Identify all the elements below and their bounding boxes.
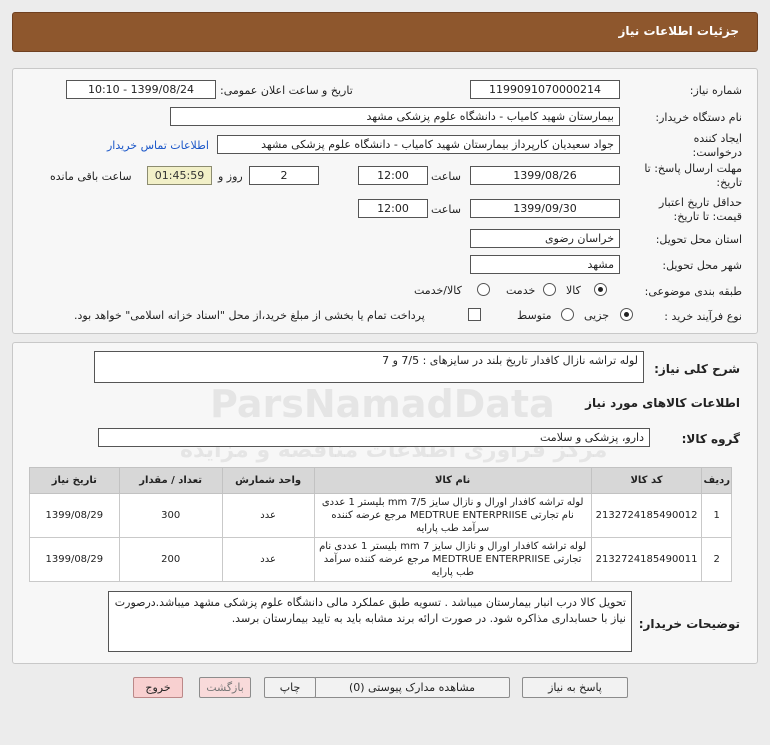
city-label: شهر محل تحویل: <box>662 259 742 272</box>
deadline-time-label: ساعت <box>431 170 461 183</box>
category-radio-goods-service[interactable] <box>477 283 490 296</box>
col-name: نام کالا <box>314 468 591 494</box>
cell-code: 2132724185490012 <box>591 494 702 538</box>
deadline-label: مهلت ارسال پاسخ: تا تاریخ: <box>644 162 742 189</box>
days-remaining-field: 2 <box>249 166 319 185</box>
need-number-field: 1199091070000214 <box>470 80 620 99</box>
col-qty: تعداد / مقدار <box>119 468 222 494</box>
category-radio-service[interactable] <box>543 283 556 296</box>
reply-button[interactable]: پاسخ به نیاز <box>522 677 628 698</box>
attachments-button[interactable]: مشاهده مدارک پیوستی (0) <box>314 677 510 698</box>
need-number-label: شماره نیاز: <box>689 84 742 97</box>
col-code: کد کالا <box>591 468 702 494</box>
goods-group-label: گروه کالا: <box>681 432 740 446</box>
category-radio-goods[interactable] <box>594 283 607 296</box>
goods-table <box>29 467 732 582</box>
print-button[interactable]: چاپ <box>264 677 316 698</box>
treasury-payment-note: پرداخت تمام یا بخشی از مبلغ خرید،از محل "اسناد خزانه اسلامی" خواهد بود. <box>74 309 425 322</box>
creator-label: ایجاد کننده درخواست: <box>692 132 742 159</box>
notes-label: توضیحات خریدار: <box>638 617 740 631</box>
window-title: جزئیات اطلاعات نیاز <box>618 24 739 38</box>
announce-label: تاریخ و ساعت اعلان عمومی: <box>220 84 353 97</box>
window-title-bar <box>12 12 758 52</box>
cell-date: 1399/08/29 <box>30 494 120 538</box>
notes-field: تحویل کالا درب انبار بیمارستان میباشد . تسویه طبق عملکرد مالی دانشگاه علوم پزشکی مشهد میباشد.درصورت نیاز با حسابداری مذاکره شود. در صورت ارائه برند مشابه باید به تایید بیمارستان برسد. <box>108 591 632 652</box>
back-button[interactable]: بازگشت <box>199 677 251 698</box>
buyer-org-field: بیمارستان شهید کامیاب - دانشگاه علوم پزشکی مشهد <box>170 107 620 126</box>
process-option-minor: جزیی <box>584 309 610 322</box>
validity-date-field: 1399/09/30 <box>470 199 620 218</box>
table-row <box>30 538 732 582</box>
remaining-label: ساعت باقی مانده <box>50 170 132 183</box>
col-row: ردیف <box>702 468 732 494</box>
days-label: روز و <box>218 170 243 183</box>
city-field: مشهد <box>470 255 620 274</box>
province-label: استان محل تحویل: <box>655 233 742 246</box>
goods-table-wrapper <box>29 467 732 582</box>
validity-time-label: ساعت <box>431 203 461 216</box>
category-option-service: خدمت <box>506 284 536 297</box>
process-option-medium: متوسط <box>517 309 552 322</box>
validity-label: حداقل تاریخ اعتبار قیمت: تا تاریخ: <box>658 196 742 223</box>
deadline-time-field: 12:00 <box>358 166 428 185</box>
cell-row: 2 <box>702 538 732 582</box>
cell-name: لوله تراشه کافدار اورال و نازال سایز mm 7 بلیستر 1 عددی نام تجارتی MEDTRUE ENTERPRIISE مرجع عرضه کننده سرآمد طب پارایه <box>314 538 591 582</box>
remaining-time-field: 01:45:59 <box>147 166 212 185</box>
category-label: طبقه بندی موضوعی: <box>644 285 742 298</box>
province-field: خراسان رضوی <box>470 229 620 248</box>
category-option-goods: کالا <box>566 284 581 297</box>
summary-field: لوله تراشه نازال کافدار تاریخ بلند در سایزهای : 7/5 و 7 <box>94 351 644 383</box>
summary-label: شرح کلی نیاز: <box>654 362 740 376</box>
contact-buyer-link[interactable]: اطلاعات تماس خریدار <box>107 139 209 152</box>
cell-unit: عدد <box>222 538 314 582</box>
category-option-goods-service: کالا/خدمت <box>414 284 462 297</box>
cell-qty: 300 <box>119 494 222 538</box>
process-radio-minor[interactable] <box>620 308 633 321</box>
cell-qty: 200 <box>119 538 222 582</box>
table-row <box>30 494 732 538</box>
process-label: نوع فرآیند خرید : <box>664 310 742 323</box>
col-date: تاریخ نیاز <box>30 468 120 494</box>
cell-name: لوله تراشه کافدار اورال و نازال سایز mm 7/5 بلیستر 1 عددی نام تجارتی MEDTRUE ENTERPRIISE مرجع عرضه کننده سرآمد طب پارایه <box>314 494 591 538</box>
announce-field: 1399/08/24 - 10:10 <box>66 80 216 99</box>
deadline-date-field: 1399/08/26 <box>470 166 620 185</box>
goods-group-field: دارو، پزشکی و سلامت <box>98 428 650 447</box>
goods-table-header <box>30 468 732 494</box>
creator-field: جواد سعیدیان کارپرداز بیمارستان شهید کامیاب - دانشگاه علوم پزشکی مشهد <box>217 135 620 154</box>
exit-button[interactable]: خروج <box>133 677 183 698</box>
cell-unit: عدد <box>222 494 314 538</box>
treasury-payment-checkbox[interactable] <box>468 308 481 321</box>
buyer-org-label: نام دستگاه خریدار: <box>655 111 742 124</box>
col-unit: واحد شمارش <box>222 468 314 494</box>
cell-code: 2132724185490011 <box>591 538 702 582</box>
process-radio-medium[interactable] <box>561 308 574 321</box>
validity-time-field: 12:00 <box>358 199 428 218</box>
goods-section-title: اطلاعات کالاهای مورد نیاز <box>585 396 740 410</box>
cell-row: 1 <box>702 494 732 538</box>
cell-date: 1399/08/29 <box>30 538 120 582</box>
